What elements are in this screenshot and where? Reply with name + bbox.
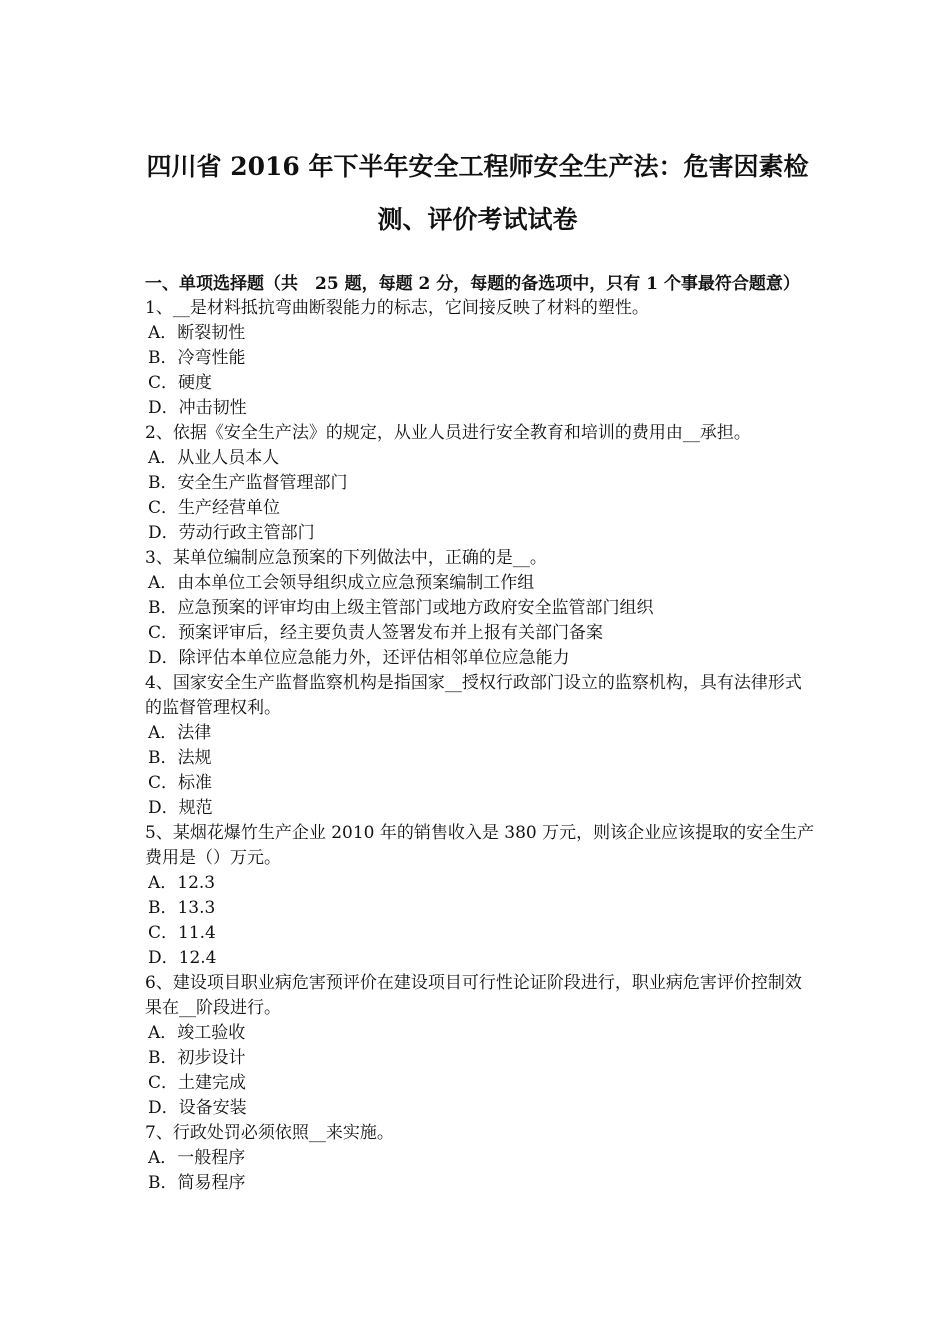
document-title-line-2: 测、评价考试试卷 — [377, 205, 578, 234]
question-2 — [145, 421, 815, 546]
option-c: C．土建完成 — [148, 1073, 247, 1093]
question-7 — [145, 1121, 815, 1196]
option-d: D．设备安装 — [148, 1098, 247, 1118]
option-c: C．生产经营单位 — [148, 498, 281, 518]
option-a: A．断裂韧性 — [148, 323, 246, 343]
document-title-line-1: 四川省 2016 年下半年安全工程师安全生产法：危害因素检 — [146, 152, 809, 181]
option-b: B．应急预案的评审均由上级主管部门或地方政府安全监管部门组织 — [148, 598, 654, 618]
option-b: B．简易程序 — [148, 1173, 246, 1193]
question-text: 3、某单位编制应急预案的下列做法中，正确的是__。 — [145, 548, 547, 568]
option-d: D．规范 — [148, 798, 213, 818]
option-a: A．竣工验收 — [148, 1023, 246, 1043]
option-b: B．法规 — [148, 748, 212, 768]
question-text: 5、某烟花爆竹生产企业 2010 年的销售收入是 380 万元，则该企业应该提取的安全生产费用是（）万元。 — [145, 823, 815, 868]
question-5 — [145, 821, 815, 971]
option-a: A．一般程序 — [148, 1148, 246, 1168]
option-d: D．除评估本单位应急能力外，还评估相邻单位应急能力 — [148, 648, 570, 668]
document-body — [145, 273, 815, 1196]
option-d: D．冲击韧性 — [148, 398, 247, 418]
question-text: 4、国家安全生产监督监察机构是指国家__授权行政部门设立的监察机构，具有法律形式的监督管理权利。 — [145, 673, 802, 718]
question-text: 7、行政处罚必须依照__来实施。 — [145, 1123, 394, 1143]
option-b: B．13.3 — [148, 898, 216, 918]
option-d: D．劳动行政主管部门 — [148, 523, 315, 543]
option-a: A．由本单位工会领导组织成立应急预案编制工作组 — [148, 573, 535, 593]
option-a: A．12.3 — [148, 873, 216, 893]
option-c: C．11.4 — [148, 923, 216, 943]
option-b: B．安全生产监督管理部门 — [148, 473, 348, 493]
option-c: C．预案评审后，经主要负责人签署发布并上报有关部门备案 — [148, 623, 604, 643]
question-1 — [145, 296, 815, 421]
question-3 — [145, 546, 815, 671]
option-b: B．冷弯性能 — [148, 348, 246, 368]
question-text: 6、建设项目职业病危害预评价在建设项目可行性论证阶段进行，职业病危害评价控制效果在__阶段进行。 — [145, 973, 802, 1018]
option-a: A．从业人员本人 — [148, 448, 280, 468]
option-d: D．12.4 — [148, 948, 217, 968]
question-text: 2、依据《安全生产法》的规定，从业人员进行安全教育和培训的费用由__承担。 — [145, 423, 751, 443]
option-c: C．硬度 — [148, 373, 213, 393]
option-c: C．标准 — [148, 773, 213, 793]
question-6 — [145, 971, 815, 1121]
question-4 — [145, 671, 815, 821]
option-b: B．初步设计 — [148, 1048, 246, 1068]
question-text: 1、__是材料抵抗弯曲断裂能力的标志，它间接反映了材料的塑性。 — [145, 298, 649, 318]
section-heading: 一、单项选择题（共 25 题，每题 2 分，每题的备选项中，只有 1 个事最符合题意） — [145, 274, 800, 294]
option-a: A．法律 — [148, 723, 212, 743]
